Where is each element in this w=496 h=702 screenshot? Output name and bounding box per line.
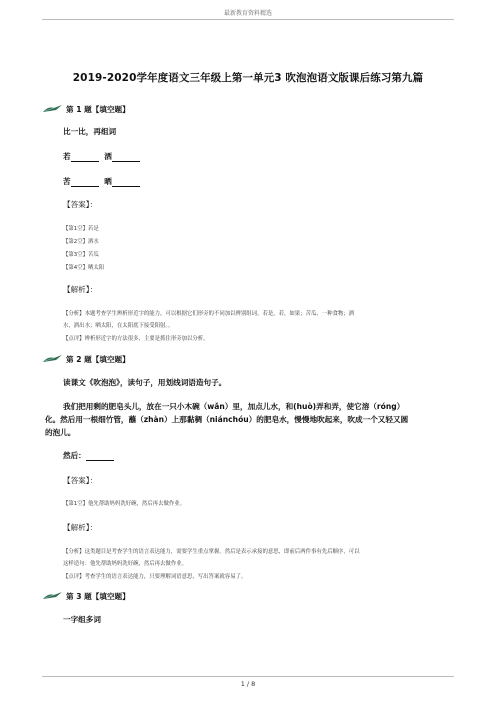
pair-2-left: 苦 <box>63 177 71 186</box>
pen-icon <box>42 104 64 114</box>
blank-3[interactable] <box>71 178 99 187</box>
answer-line: 【第3空】苦瓜 <box>63 252 99 258</box>
pair-2-right: 晒 <box>104 177 112 186</box>
blank-4[interactable] <box>112 178 140 187</box>
pen-icon <box>42 354 64 364</box>
passage-line-1: 我们把用剩的肥皂头儿，放在一只小木碗（wǎn）里，加点儿水，和(huò)弄和弄，使它溶（róng） <box>63 402 405 411</box>
question-2-prompt: 读课文《吹泡泡》，读句子，用划线词语造句子。 <box>63 378 227 387</box>
question-1-prompt: 比一比，再组词 <box>63 127 117 136</box>
answer-line: 【第1空】若是 <box>63 226 99 232</box>
footer-rule <box>42 676 454 677</box>
blank-1[interactable] <box>71 153 99 162</box>
question-1-title: 第 1 题【填空题】 <box>66 104 130 114</box>
page-header <box>0 0 496 30</box>
question-3-heading <box>42 589 130 603</box>
analysis-text: 【分析】这类题目是考查学生的语言表达能力，需要学生重点掌握。然后是表示承接的意思，即前后两件事有先后顺序，可以 <box>63 549 360 555</box>
analysis-label: 【解析】： <box>63 523 98 532</box>
blank-2[interactable] <box>112 153 140 162</box>
pair-row-2 <box>63 176 140 187</box>
analysis-text: 水，洒出水；晒太阳，在太阳底下接受阳射。。 <box>63 323 174 329</box>
pair-1-right: 洒 <box>104 152 112 161</box>
answer-line: 【第1空】他先帮助妈妈洗好碗，然后再去做作业。 <box>63 501 186 507</box>
header-rule <box>42 19 454 20</box>
analysis-text: 这样造句：他先帮助妈妈洗好碗，然后再去做作业。 <box>63 561 187 567</box>
answer-label: 【答案】： <box>63 476 98 485</box>
question-2-heading <box>42 352 130 366</box>
question-1-heading <box>42 102 130 116</box>
answer-label: 【答案】： <box>63 200 98 209</box>
comment-text: 【点评】考查学生的语言表达能力，只要理解词语意思，写出答案就容易了。 <box>63 574 247 580</box>
question-3-title: 第 3 题【填空题】 <box>66 591 130 601</box>
analysis-text: 【分析】本题考查学生辨析形近字的能力，可以根据它们形旁的不同加以辨别组词。若是，若，如果；苦瓜，一种食物；洒 <box>63 311 355 317</box>
answer-line: 【第4空】晒太阳 <box>63 265 105 271</box>
analysis-label: 【解析】： <box>63 285 98 294</box>
passage-line-3: 的泡儿。 <box>45 428 76 437</box>
comment-text: 【点评】辨析形近字的方法很多，主要是抓住形旁加以分析。 <box>63 336 209 342</box>
question-3-prompt: 一字组多词 <box>63 615 101 624</box>
blank-5[interactable] <box>86 452 114 461</box>
passage-line-2: 化。然后用一根细竹管，蘸（zhàn）上那黏稠（niánchóu）的肥皂水，慢慢地吹起来，吹成一个又轻又圆 <box>45 415 409 424</box>
document-title: 2019-2020学年度语文三年级上第一单元3 吹泡泡语文版课后练习第九篇 <box>72 72 424 84</box>
pen-icon <box>42 591 64 601</box>
fill-label: 然后： <box>63 451 86 460</box>
fill-line <box>63 450 114 461</box>
pair-1-left: 若 <box>63 152 71 161</box>
answer-line: 【第2空】洒水 <box>63 239 99 245</box>
page-number: 1 / 8 <box>240 680 256 688</box>
question-2-title: 第 2 题【填空题】 <box>66 354 130 364</box>
pair-row-1 <box>63 151 140 162</box>
header-text: 最新教育资料精选 <box>223 10 272 17</box>
